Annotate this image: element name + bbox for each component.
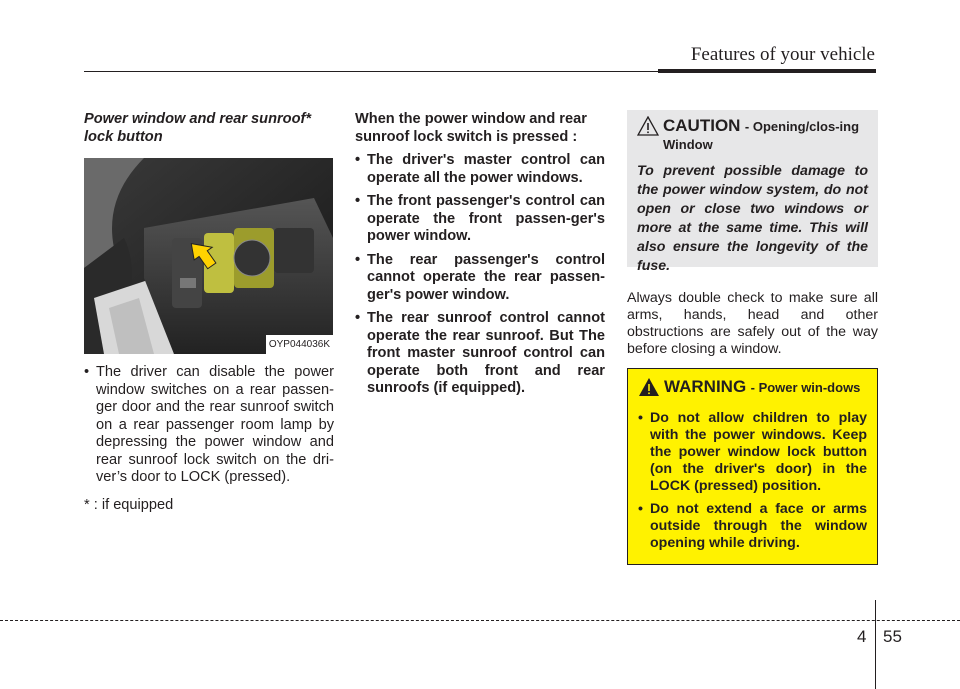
caution-label: CAUTION bbox=[663, 116, 741, 135]
footer-divider bbox=[875, 600, 876, 689]
body-paragraph: Always double check to make sure all arms, hands, head and other obstructions are safely out of the way before closing a window. bbox=[627, 290, 878, 357]
section-heading: Power window and rear sunroof* lock button bbox=[84, 111, 312, 145]
list-item: • The rear sunroof control cannot operate the rear sunroof. But The front master sunroof control can operate both front and rear sunroofs (if equipped). bbox=[355, 310, 605, 398]
warning-box bbox=[627, 368, 878, 565]
image-code: OYP044036K bbox=[266, 335, 333, 355]
footnote: * : if equipped bbox=[84, 496, 174, 513]
warning-triangle-icon bbox=[638, 377, 660, 402]
list-item: • The front passenger's control can operate the front passen-ger's power window. bbox=[355, 193, 605, 246]
footer-rule bbox=[0, 620, 960, 621]
middle-column bbox=[355, 111, 605, 404]
lock-switch-lead: When the power window and rear sunroof lock switch is pressed : bbox=[355, 111, 587, 145]
header-rule-accent bbox=[658, 69, 876, 73]
warning-item: • Do not allow children to play with the power windows. Keep the power window lock button (on the driver's door) in the LOCK (pressed) position. bbox=[638, 410, 867, 495]
list-item: • The rear passenger's control cannot operate the rear passen-ger's power window. bbox=[355, 252, 605, 305]
caution-box bbox=[627, 110, 878, 274]
caution-header bbox=[637, 116, 868, 154]
left-bullet: • The driver can disable the power window switches on a rear passen-ger door and the rear sunroof switch on a rear passenger room lamp by depressing the power window and rear sunroof lock switch on the dri-ver’s door to LOCK (pressed). bbox=[84, 364, 334, 487]
caution-text: To prevent possible damage to the power window system, do not open or close two windows or more at the same time. This will also ensure the longevity of the fuse. bbox=[637, 163, 868, 274]
warning-subtitle: - Power win-dows bbox=[750, 380, 861, 395]
list-item: • The driver's master control can operate all the power windows. bbox=[355, 152, 605, 187]
door-switch-illustration bbox=[84, 158, 333, 354]
caution-subtitle: - Opening/clos-ing Window bbox=[663, 119, 860, 152]
warning-item: • Do not extend a face or arms outside through the window opening while driving. bbox=[638, 501, 867, 552]
caution-triangle-icon bbox=[637, 116, 659, 141]
page-number: 55 bbox=[883, 627, 902, 646]
door-switch-photo bbox=[84, 158, 333, 354]
left-column bbox=[84, 111, 334, 514]
warning-header bbox=[638, 377, 867, 402]
chapter-number: 4 bbox=[857, 627, 867, 646]
warning-label: WARNING bbox=[664, 377, 747, 396]
running-header: Features of your vehicle bbox=[690, 44, 875, 65]
